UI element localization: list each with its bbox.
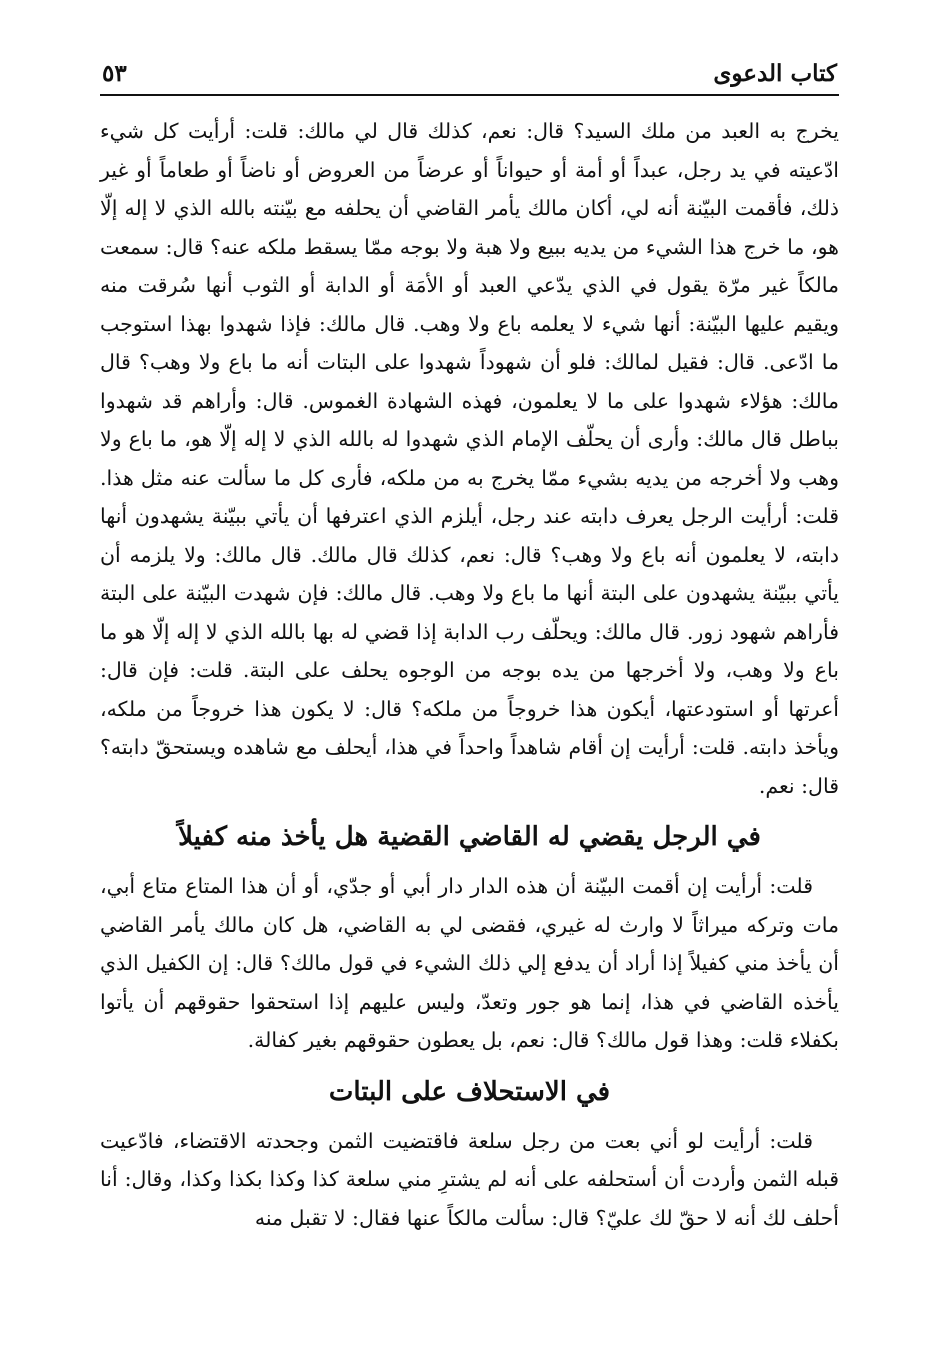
book-title: كتاب الدعوى <box>713 60 837 87</box>
section-heading-guarantor: في الرجل يقضي له القاضي القضية هل يأخذ منه كفيلاً <box>178 822 761 852</box>
section-heading-oath: في الاستحلاف على البتات <box>328 1076 611 1107</box>
page-body <box>100 112 839 1237</box>
paragraph-2: قلت: أرأيت إن أقمت البيّنة أن هذه الدار دار أبي أو جدّي، أو أن هذا المتاع متاع أبي، مات وتركه ميراثاً لا وارث له غيري، فقضى لي به القاضي، هل كان مالك يأمر القاضي أن يأخذ مني كفيلاً إذا أراد أن يدفع إلي ذلك الشيء في قول مالك؟ قال: إن الكفيل الذي يأخذه القاضي في هذا، إنما هو جور وتعدّ، وليس عليهم إذا استحقوا حقوقهم أن يأتوا بكفلاء قلت: وهذا قول مالك؟ قال: نعم، بل يعطون حقوقهم بغير كفالة. <box>100 874 839 1052</box>
paragraph-3: قلت: أرأيت لو أني بعت من رجل سلعة فاقتضيت الثمن وجحدته الاقتضاء، فادّعيت قبله الثمن وأردت أن أستحلفه على أنه لم يشترِ مني سلعة كذا وكذا بكذا وكذا، وقال: أنا أحلف لك أنه لا حقّ لك عليّ؟ قال: سألت مالكاً عنها فقال: لا تقبل منه <box>100 1128 839 1230</box>
page-number: ٥٣ <box>102 60 127 87</box>
paragraph-1: يخرج به العبد من ملك السيد؟ قال: نعم، كذلك قال لي مالك: قلت: أرأيت كل شيء ادّعيته في يد رجل، عبداً أو أمة أو حيواناً أو عرضاً من العروض أو ناضاً أو طعاماً أو غير ذلك، فأقمت البيّنة أنه لي، أكان مالك يأمر القاضي أن يحلفه مع بيّنته بالله الذي لا إله إلّا هو، ما خرج هذا الشيء من يديه ببيع ولا هبة ولا بوجه ممّا يسقط ملكه عنه؟ قال: سمعت مالكاً غير مرّة يقول في الذي يدّعي العبد أو الأمَة أو الدابة أو الثوب أنها سُرقت منه ويقيم عليها البيّنة: أنها شيء لا يعلمه باع ولا وهب. قال مالك: فإذا شهدوا بهذا استوجب ما ادّعى. قال: فقيل لمالك: فلو أن شهوداً شهدوا على البتات أنه ما باع ولا وهب؟ قال مالك: هؤلاء شهدوا على ما لا يعلمون، فهذه الشهادة الغموس. قال: وأراهم قد شهدوا بباطل قال مالك: وأرى أن يحلّف الإمام الذي شهدوا له بالله الذي لا إله إلّا هو، ما باع ولا وهب ولا أخرجه من يديه بشيء ممّا يخرج به من ملكه، فأرى كل ما سألت عنه مثل هذا. قلت: أرأيت الرجل يعرف دابته عند رجل، أيلزم الذي اعترفها أن يأتي ببيّنة يشهدون أنها دابته، لا يعلمون أنه باع ولا وهب؟ قال: نعم، كذلك قال مالك. قال مالك: ولا يلزمه أن يأتي ببيّنة يشهدون على البتة أنها ما باع ولا وهب. قال مالك: فإن شهدت البيّنة على البتة فأراهم شهود زور. قال مالك: ويحلّف رب الدابة إذا قضي له بها بالله الذي لا إله إلّا هو ما باع ولا وهب، ولا أخرجها من يده بوجه من الوجوه يحلف على البتة. قلت: فإن قال: أعرتها أو استودعتها، أيكون هذا خروجاً من ملكه؟ قال: لا يكون هذا خروجاً من ملكه، ويأخذ دابته. قلت: أرأيت إن أقام شاهداً واحداً في هذا، أيحلف مع شاهده ويستحقّ دابته؟ قال: نعم. <box>100 119 839 798</box>
page-header <box>100 58 839 96</box>
